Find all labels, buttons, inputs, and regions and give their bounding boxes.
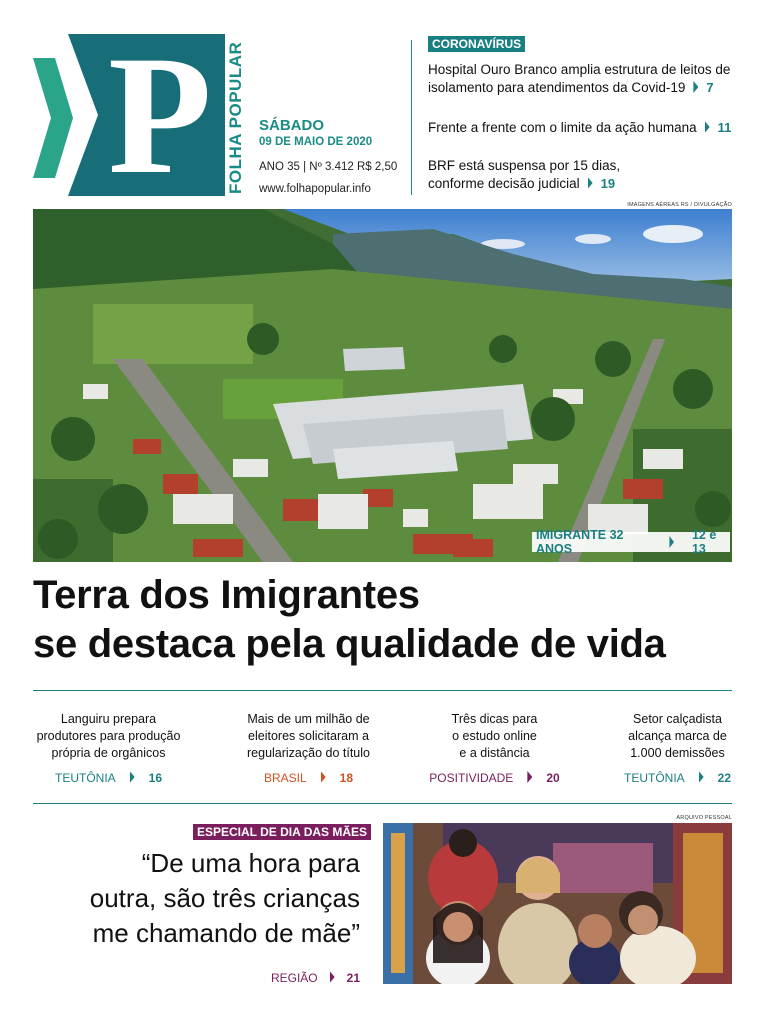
brief-brasil[interactable] [226,711,391,785]
arrow-icon [693,81,698,93]
top-news-text: isolamento para atendimentos da Covid-19 [428,80,686,95]
brief-text: 1.000 demissões [630,746,725,760]
page-ref: 11 [717,120,732,135]
photo-credit: IMAGENS AÉREAS RS / DIVULGAÇÃO [627,202,732,208]
aerial-town-photo[interactable] [33,209,732,562]
caption-section: IMIGRANTE 32 ANOS [536,528,624,556]
logo-chevron [33,58,73,178]
brief-positividade[interactable] [412,711,577,785]
masthead-divider [411,40,412,195]
brief-section [412,771,577,785]
top-news-line [428,175,748,193]
issue-edition: ANO 35 | Nº 3.412 R$ 2,50 [259,161,398,173]
arrow-icon [527,771,532,783]
page-ref: 21 [346,971,360,985]
brief-text: eleitores solicitaram a [248,729,369,743]
arrow-icon [130,771,135,783]
brief-teutonia-2[interactable] [595,711,760,785]
section-rule [33,690,732,691]
main-headline[interactable] [33,571,733,669]
arrow-icon [330,971,335,983]
family-photo[interactable] [383,823,732,984]
brief-text: produtores para produção [36,729,181,743]
quote-line: me chamando de mãe” [92,918,360,948]
brief-teutonia[interactable] [26,711,191,785]
brief-text: regularização do título [247,746,370,760]
brief-section [226,771,391,785]
top-news-item[interactable] [428,157,748,193]
section-name: POSITIVIDADE [429,771,514,785]
issue-date: 09 DE MAIO DE 2020 [259,136,373,148]
arrow-icon [321,771,326,783]
top-news-line: Hospital Ouro Branco amplia estrutura de leitos de [428,62,731,77]
quote-line: outra, são três crianças [89,883,360,913]
brief-section [595,771,760,785]
special-tag-label: ESPECIAL DE DIA DAS MÃES [193,824,371,840]
page-ref: 16 [148,771,163,785]
brand-name: FOLHA POPULAR [226,41,245,194]
special-tag [193,823,371,841]
brief-text: Languiru prepara [60,712,157,726]
headline-line: Terra dos Imigrantes [33,573,420,617]
headline-line: se destaca pela qualidade de vida [33,622,666,666]
coronavirus-tag-label: CORONAVÍRUS [428,36,525,52]
arrow-icon [669,536,674,548]
page-ref: 18 [339,771,354,785]
top-news-item[interactable] [428,119,748,137]
page-ref: 19 [600,176,616,191]
photo-caption[interactable] [532,528,730,556]
brief-text: Setor calçadista [633,712,722,726]
special-section[interactable] [40,971,360,985]
brief-text: e a distância [459,746,530,760]
photo2-credit: ARQUIVO PESSOAL [676,815,732,821]
top-news-line [428,79,748,97]
section-name: REGIÃO [270,971,318,985]
brief-text: própria de orgânicos [51,746,166,760]
brief-text: Três dicas para [451,712,538,726]
quote-line: “De uma hora para [141,848,360,878]
issue-day: SÁBADO [259,117,325,134]
brief-text: alcança marca de [628,729,727,743]
top-news-text: Frente a frente com o limite da ação humana [428,120,697,135]
page-ref: 7 [706,80,714,95]
section-name: TEUTÔNIA [54,771,116,785]
section-name: TEUTÔNIA [623,771,685,785]
logo-letter: P [108,21,212,209]
arrow-icon [588,177,593,189]
top-news-line [428,119,748,137]
page-ref: 22 [717,771,732,785]
arrow-icon [705,121,710,133]
website-link[interactable]: www.folhapopular.info [259,183,371,195]
arrow-icon [699,771,704,783]
top-news-item[interactable] [428,61,748,97]
coronavirus-tag [428,35,525,53]
page-ref: 20 [546,771,560,785]
brief-text: o estudo online [452,729,537,743]
brief-section [26,771,191,785]
special-quote[interactable] [40,846,360,951]
brief-text: Mais de um milhão de [247,712,370,726]
top-news-text: conforme decisão judicial [428,176,580,191]
top-news-line: BRF está suspensa por 15 dias, [428,158,621,173]
section-name: BRASIL [263,771,307,785]
caption-pages: 12 e 13 [691,528,717,556]
section-rule [33,803,732,804]
